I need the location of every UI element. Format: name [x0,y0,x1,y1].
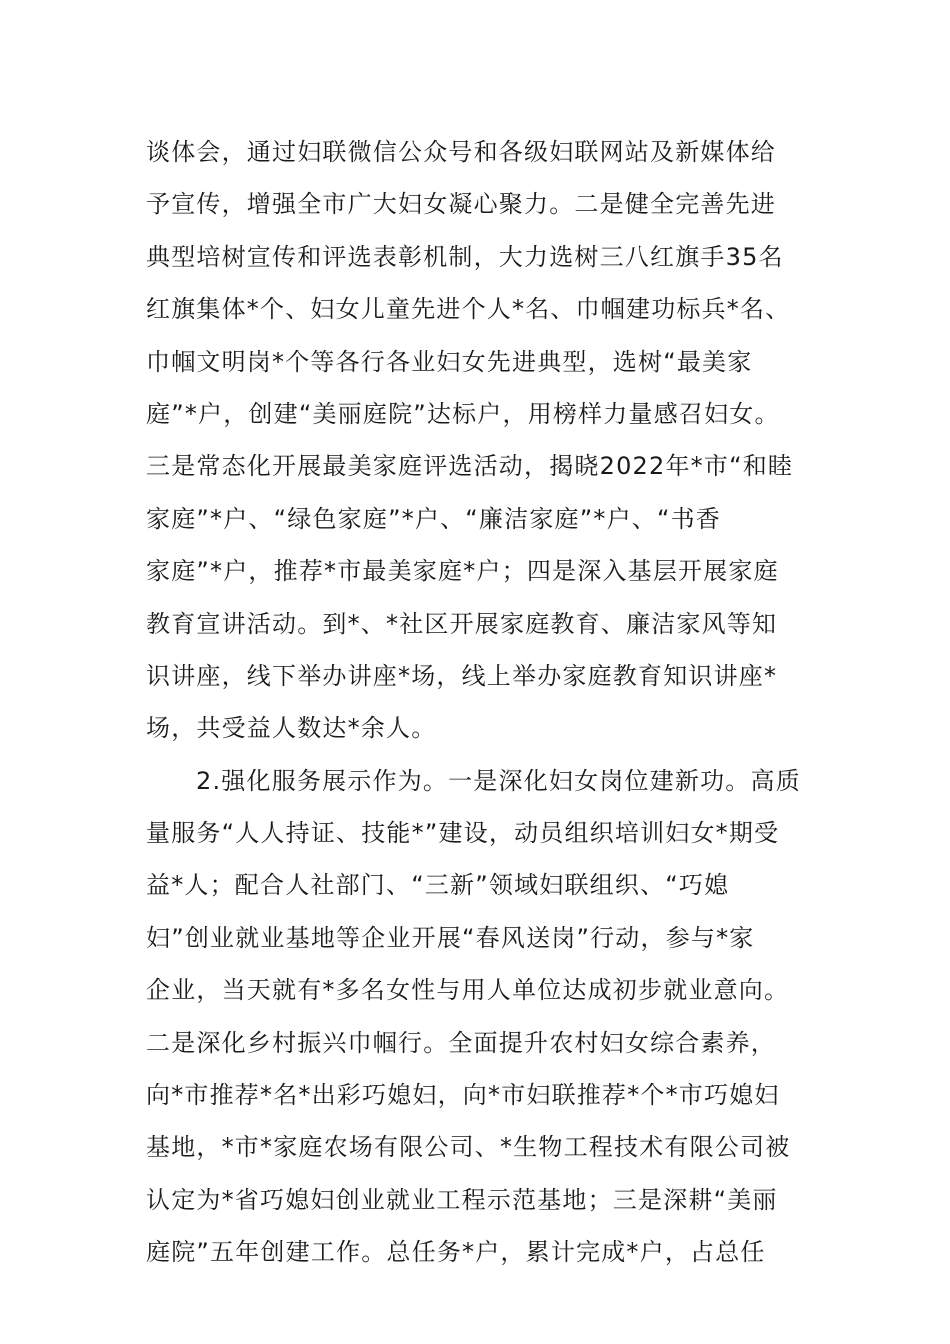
text-line: 教育宣讲活动。到*、*社区开展家庭教育、廉洁家风等知 [146,609,778,638]
text-line: 基地，*市*家庭农场有限公司、*生物工程技术有限公司被 [146,1133,791,1162]
text-line: 庭”*户，创建“美丽庭院”达标户，用榜样力量感召妇女。 [146,399,780,428]
text-line: 家庭”*户、“绿色家庭”*户、“廉洁家庭”*户、“书香 [146,504,722,533]
text-line: 三是常态化开展最美家庭评选活动，揭晓2022年*市“和睦 [146,452,794,481]
text-line: 益*人；配合人社部门、“三新”领域妇联组织、“巧媳 [146,871,730,900]
text-line: 场，共受益人数达*余人。 [146,714,437,743]
text-line: 量服务“人人持证、技能*”建设，动员组织培训妇女*期受 [146,819,780,848]
text-line: 巾帼文明岗*个等各行各业妇女先进典型，选树“最美家 [146,347,753,376]
text-line: 认定为*省巧媳妇创业就业工程示范基地；三是深耕“美丽 [146,1185,778,1214]
paragraph-heading-line: 2.强化服务展示作为。一是深化妇女岗位建新功。高质 [196,766,801,795]
text-line: 企业，当天就有*多名女性与用人单位达成初步就业意向。 [146,976,790,1005]
text-line: 庭院”五年创建工作。总任务*户，累计完成*户，占总任 [146,1238,766,1267]
text-line: 向*市推荐*名*出彩巧媳妇，向*市妇联推荐*个*市巧媳妇 [146,1081,780,1110]
text-line: 予宣传，增强全市广大妇女凝心聚力。二是健全完善先进 [146,190,776,219]
text-line: 识讲座，线下举办讲座*场，线上举办家庭教育知识讲座* [146,661,778,690]
text-line: 谈体会，通过妇联微信公众号和各级妇联网站及新媒体给 [146,138,776,166]
text-line: 家庭”*户，推荐*市最美家庭*户；四是深入基层开展家庭 [146,557,779,586]
text-line: 红旗集体*个、妇女儿童先进个人*名、巾帼建功标兵*名、 [146,295,791,324]
text-line: 妇”创业就业基地等企业开展“春风送岗”行动，参与*家 [146,923,755,952]
body-text [146,126,806,1279]
text-line: 二是深化乡村振兴巾帼行。全面提升农村妇女综合素养， [146,1028,776,1057]
text-line: 典型培树宣传和评选表彰机制，大力选树三八红旗手35名 [146,242,784,271]
